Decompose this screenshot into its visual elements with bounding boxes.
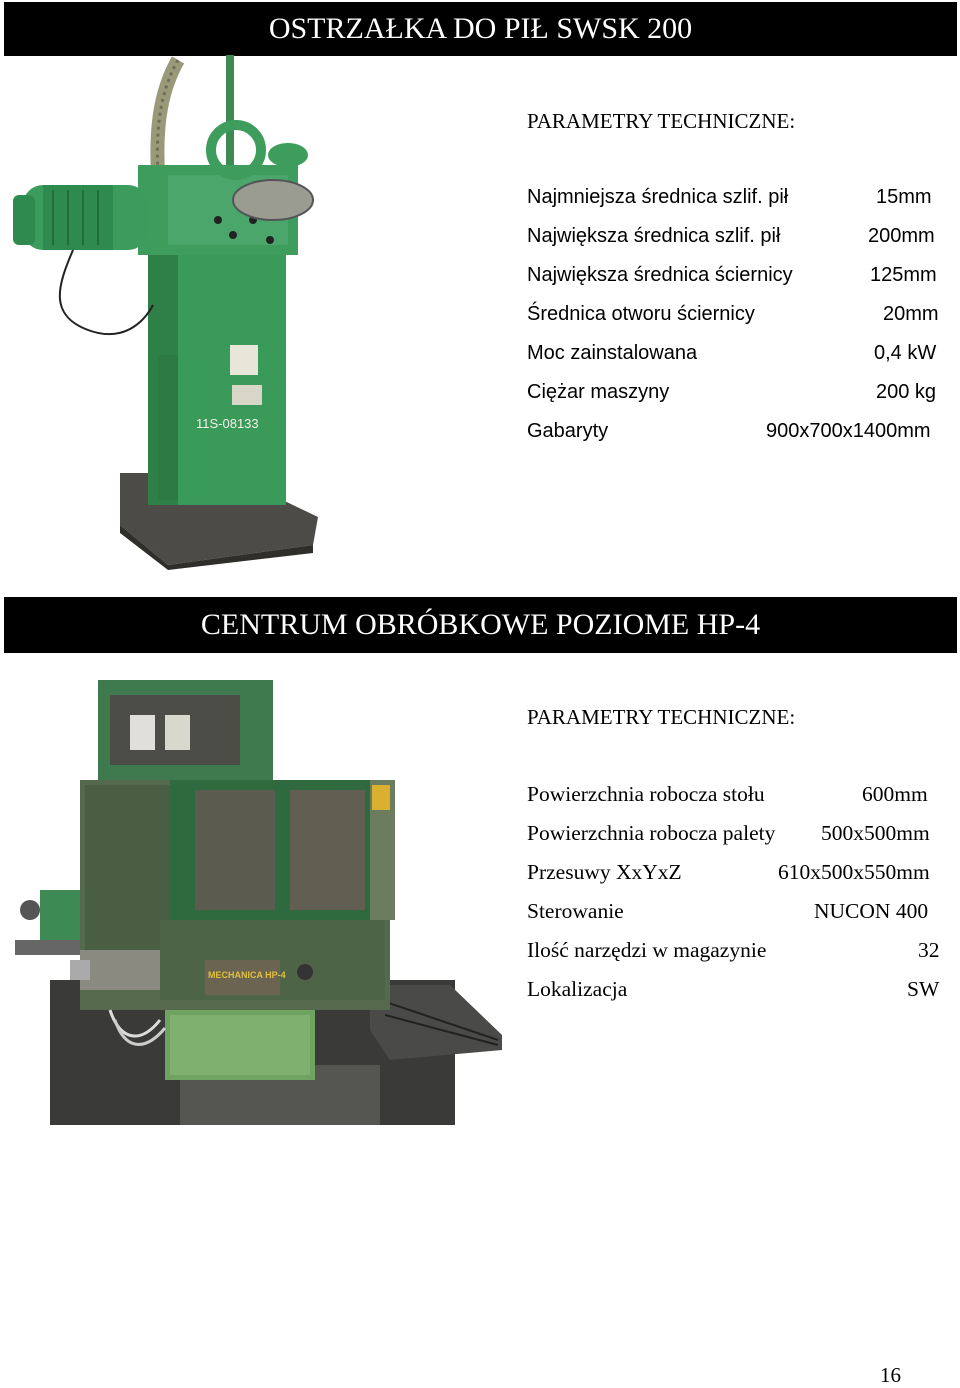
spec-value: 610x500x550mm — [778, 860, 930, 884]
spec-value: SW — [907, 977, 940, 1001]
spec-value: 15mm — [876, 186, 932, 208]
spec-label: Gabaryty — [527, 420, 609, 442]
spec-value: 32 — [918, 938, 940, 962]
spec-value: 500x500mm — [821, 821, 930, 845]
spec-label: Ciężar maszyny — [527, 381, 670, 403]
section2-title-banner — [4, 597, 957, 653]
spec-value: NUCON 400 — [814, 899, 929, 923]
page-number: 16 — [880, 1363, 901, 1387]
spec-label: Powierzchnia robocza stołu — [527, 782, 765, 806]
section2-params-title: PARAMETRY TECHNICZNE: — [527, 705, 796, 729]
section2-title: CENTRUM OBRÓBKOWE POZIOME HP-4 — [200, 608, 761, 641]
spec-value: 900x700x1400mm — [766, 420, 931, 442]
spec-label: Największa średnica ściernicy — [527, 264, 793, 286]
spec-label: Najmniejsza średnica szlif. pił — [527, 186, 789, 208]
machine-plate: MECHANICA HP-4 — [208, 970, 286, 980]
spec-value: 20mm — [883, 303, 939, 325]
spec-label: Przesuwy XxYxZ — [527, 860, 682, 884]
saw-grinder-photo — [8, 55, 318, 570]
spec-value: 0,4 kW — [874, 342, 937, 364]
section1-params-title: PARAMETRY TECHNICZNE: — [527, 109, 796, 133]
spec-value: 600mm — [862, 782, 928, 806]
machining-center-photo — [10, 680, 505, 1125]
spec-value: 200 kg — [876, 381, 937, 403]
spec-label: Lokalizacja — [527, 977, 628, 1001]
spec-label: Moc zainstalowana — [527, 342, 698, 364]
spec-label: Średnica otworu ściernicy — [527, 303, 755, 325]
section1-title-banner — [4, 2, 957, 56]
spec-label: Największa średnica szlif. pił — [527, 225, 781, 247]
section1-title: OSTRZAŁKA DO PIŁ SWSK 200 — [268, 12, 693, 45]
spec-label: Ilość narzędzi w magazynie — [527, 938, 767, 962]
spec-label: Powierzchnia robocza palety — [527, 821, 776, 845]
spec-label: Sterowanie — [527, 899, 624, 923]
spec-value: 200mm — [868, 225, 935, 247]
serial-plate: 11S-08133 — [196, 416, 259, 431]
spec-value: 125mm — [870, 264, 937, 286]
